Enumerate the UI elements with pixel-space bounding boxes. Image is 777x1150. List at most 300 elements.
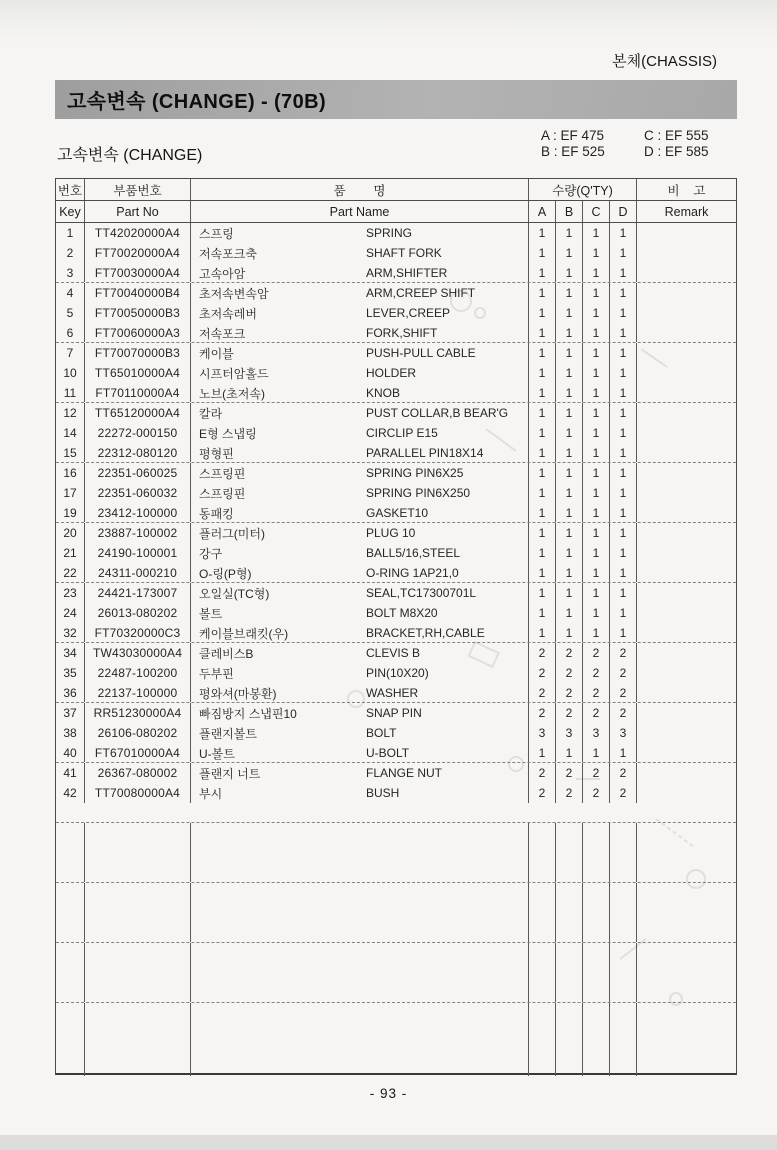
table-row [56,583,736,603]
table-row [56,383,736,403]
table-row [56,483,736,503]
row-part-name [191,763,529,783]
row-key: 38 [56,723,85,743]
row-qty-c: 1 [583,543,610,563]
part-name-korean: 평형핀 [199,446,234,461]
row-part-name [191,543,529,563]
row-qty-a: 2 [529,703,556,723]
part-name-english: PLUG 10 [366,526,416,540]
header-remark-ko: 비 고 [667,183,706,198]
row-qty-b: 1 [556,223,583,243]
table-body [56,223,736,1076]
row-remark [637,583,736,603]
row-qty-c: 1 [583,383,610,403]
row-qty-a: 2 [529,763,556,783]
row-qty-c: 1 [583,503,610,523]
row-qty-c: 1 [583,283,610,303]
row-qty-d: 2 [610,703,637,723]
part-name-english: GASKET10 [366,506,429,520]
row-qty-c: 1 [583,483,610,503]
row-part-name [191,403,529,423]
row-qty-b: 1 [556,443,583,463]
table-row [56,523,736,543]
row-qty-c: 1 [583,243,610,263]
empty-cell [191,823,529,882]
row-qty-d: 1 [610,523,637,543]
page-number: - 93 - [369,1086,408,1101]
table-row [56,443,736,463]
row-key: 5 [56,303,85,323]
empty-row-group [56,883,736,943]
empty-cell [583,1003,610,1076]
empty-cell [191,943,529,1002]
row-group [56,283,736,343]
row-qty-a: 1 [529,423,556,443]
row-part-name [191,443,529,463]
table-header [56,179,736,223]
row-part-name [191,723,529,743]
empty-table-row [56,883,736,942]
row-qty-a: 1 [529,483,556,503]
row-remark [637,703,736,723]
row-qty-c: 1 [583,403,610,423]
row-part-no: RR51230000A4 [85,703,191,723]
part-name-english: SHAFT FORK [366,246,442,260]
row-group [56,643,736,703]
part-name-english: SPRING [366,226,413,240]
empty-cell [191,883,529,942]
part-name-english: ARM,SHIFTER [366,266,448,280]
header-qty-b: B [556,201,583,222]
empty-table-row [56,1003,736,1076]
row-part-no: 23412-100000 [85,503,191,523]
row-qty-a: 1 [529,363,556,383]
row-qty-c: 3 [583,723,610,743]
row-qty-d: 1 [610,543,637,563]
row-key: 32 [56,623,85,643]
row-part-no: 22272-000150 [85,423,191,443]
row-remark [637,683,736,703]
parts-table [55,178,737,1075]
row-key: 2 [56,243,85,263]
row-key: 36 [56,683,85,703]
row-part-name [191,243,529,263]
section-title-bar [55,80,737,119]
row-qty-b: 1 [556,323,583,343]
section-title: 고속변속 (CHANGE) - (70B) [67,91,327,113]
row-part-name [191,583,529,603]
part-name-english: U-BOLT [366,746,410,760]
row-part-name [191,523,529,543]
part-name-korean: U-볼트 [199,746,235,761]
row-part-name [191,783,529,803]
empty-cell [610,823,637,882]
row-part-name [191,643,529,663]
row-qty-b: 2 [556,643,583,663]
empty-cell [610,883,637,942]
row-key: 22 [56,563,85,583]
row-part-no: TT42020000A4 [85,223,191,243]
part-name-korean: 노브(초저속) [199,386,265,401]
row-part-no: TT65120000A4 [85,403,191,423]
part-name-korean: 칼라 [199,406,223,421]
row-qty-c: 2 [583,643,610,663]
row-key: 16 [56,463,85,483]
row-remark [637,723,736,743]
row-group [56,463,736,523]
row-key: 17 [56,483,85,503]
empty-cell [556,883,583,942]
part-name-english: BOLT M8X20 [366,606,438,620]
row-qty-d: 1 [610,483,637,503]
row-part-no: 22487-100200 [85,663,191,683]
part-name-english: FORK,SHIFT [366,326,438,340]
part-name-korean: 플랜지 너트 [199,766,261,781]
row-group [56,703,736,763]
empty-row-group [56,823,736,883]
empty-cell [637,823,736,882]
empty-row-group [56,1003,736,1076]
row-part-name [191,343,529,363]
row-key: 41 [56,763,85,783]
header-part-name-en: Part Name [191,201,529,222]
header-key-en: Key [56,201,85,222]
row-remark [637,343,736,363]
part-name-english: BUSH [366,786,400,800]
row-qty-d: 3 [610,723,637,743]
row-part-no: 23887-100002 [85,523,191,543]
header-qty-a: A [529,201,556,222]
row-remark [637,423,736,443]
header-qty-d: D [610,201,637,222]
row-qty-a: 1 [529,283,556,303]
part-name-korean: 초저속레버 [199,306,257,321]
table-row [56,363,736,383]
part-name-english: PUSH-PULL CABLE [366,346,476,360]
part-name-english: BRACKET,RH,CABLE [366,626,485,640]
part-name-english: KNOB [366,386,401,400]
table-row [56,223,736,243]
part-name-english: SEAL,TC17300701L [366,586,477,600]
row-part-no: 22351-060025 [85,463,191,483]
part-name-english: PARALLEL PIN18X14 [366,446,484,460]
row-part-name [191,563,529,583]
row-part-no: FT70110000A4 [85,383,191,403]
row-remark [637,303,736,323]
row-qty-c: 1 [583,363,610,383]
row-remark [637,563,736,583]
table-row [56,743,736,763]
part-name-korean: 고속아암 [199,266,246,281]
empty-cell [85,943,191,1002]
row-qty-c: 1 [583,523,610,543]
row-part-no: TT65010000A4 [85,363,191,383]
part-name-english: SNAP PIN [366,706,422,720]
row-remark [637,243,736,263]
part-name-korean: 플러그(미터) [199,526,265,541]
row-qty-c: 2 [583,683,610,703]
row-qty-d: 1 [610,443,637,463]
row-part-no: 22137-100000 [85,683,191,703]
row-qty-d: 1 [610,503,637,523]
row-part-name [191,223,529,243]
row-remark [637,383,736,403]
row-qty-a: 1 [529,463,556,483]
part-name-english: SPRING PIN6X250 [366,486,471,500]
part-name-korean: 시프터암홀드 [199,366,269,381]
row-qty-a: 1 [529,503,556,523]
header-qty-c: C [583,201,610,222]
row-qty-d: 2 [610,663,637,683]
part-name-korean: 부시 [199,786,223,801]
empty-cell [85,883,191,942]
row-qty-d: 1 [610,403,637,423]
model-legend [541,128,709,159]
part-name-korean: 스프링핀 [199,466,246,481]
row-qty-a: 1 [529,583,556,603]
row-qty-b: 1 [556,263,583,283]
row-part-name [191,483,529,503]
row-qty-c: 2 [583,763,610,783]
empty-cell [191,1003,529,1076]
row-qty-a: 1 [529,263,556,283]
empty-cell [529,883,556,942]
row-part-no: 24421-173007 [85,583,191,603]
empty-table-row [56,823,736,882]
row-qty-b: 1 [556,743,583,763]
row-part-name [191,423,529,443]
row-qty-c: 1 [583,323,610,343]
row-qty-b: 1 [556,403,583,423]
row-remark [637,483,736,503]
row-qty-d: 1 [610,563,637,583]
legend-model-a: A : EF 475 [541,128,605,143]
legend-model-d: D : EF 585 [644,144,709,159]
row-remark [637,463,736,483]
empty-cell [637,943,736,1002]
table-row [56,263,736,283]
empty-cell [529,1003,556,1076]
row-qty-c: 1 [583,583,610,603]
row-part-no: 26367-080002 [85,763,191,783]
row-part-name [191,703,529,723]
table-row [56,563,736,583]
empty-cell [56,1003,85,1076]
row-remark [637,323,736,343]
row-qty-c: 1 [583,743,610,763]
row-qty-b: 1 [556,583,583,603]
row-qty-d: 1 [610,363,637,383]
row-qty-b: 1 [556,563,583,583]
row-qty-d: 2 [610,763,637,783]
row-qty-b: 2 [556,763,583,783]
empty-row-group [56,943,736,1003]
table-row [56,283,736,303]
row-qty-d: 1 [610,243,637,263]
header-part-no-ko: 부품번호 [85,179,191,200]
header-part-no-en: Part No [85,201,191,222]
row-key: 7 [56,343,85,363]
row-qty-b: 1 [556,343,583,363]
row-qty-b: 1 [556,283,583,303]
empty-cell [583,883,610,942]
row-qty-a: 1 [529,383,556,403]
row-qty-d: 1 [610,383,637,403]
part-name-korean: 동패킹 [199,506,234,521]
part-name-korean: 빠짐방지 스냅핀10 [199,706,297,721]
part-name-english: WASHER [366,686,419,700]
part-name-english: CLEVIS B [366,646,421,660]
table-row [56,643,736,663]
row-part-name [191,503,529,523]
row-qty-a: 2 [529,643,556,663]
row-part-no: 26106-080202 [85,723,191,743]
row-remark [637,603,736,623]
part-name-english: ARM,CREEP SHIFT [366,286,476,300]
row-part-no: FT70070000B3 [85,343,191,363]
row-qty-c: 1 [583,423,610,443]
row-qty-d: 1 [610,743,637,763]
row-remark [637,663,736,683]
row-qty-d: 1 [610,603,637,623]
row-remark [637,363,736,383]
row-qty-b: 1 [556,543,583,563]
table-row [56,683,736,703]
row-qty-a: 2 [529,663,556,683]
part-name-english: PUST COLLAR,B BEAR'G [366,406,509,420]
row-qty-c: 1 [583,623,610,643]
row-qty-a: 1 [529,243,556,263]
row-part-no: FT70050000B3 [85,303,191,323]
row-group [56,583,736,643]
part-name-korean: 플랜지볼트 [199,726,257,741]
part-name-korean: O-링(P형) [199,566,252,581]
row-qty-a: 1 [529,563,556,583]
empty-cell [56,823,85,882]
table-row [56,723,736,743]
row-qty-a: 2 [529,783,556,803]
table-row [56,303,736,323]
row-key: 23 [56,583,85,603]
row-remark [637,643,736,663]
scan-edge-top [0,0,777,44]
empty-cell [583,943,610,1002]
row-qty-b: 1 [556,503,583,523]
empty-cell [529,943,556,1002]
row-group [56,763,736,823]
row-part-no: FT70040000B4 [85,283,191,303]
row-part-no: FT70320000C3 [85,623,191,643]
row-group [56,223,736,283]
part-name-korean: 오일실(TC형) [199,586,270,601]
legend-model-c: C : EF 555 [644,128,709,143]
row-key: 20 [56,523,85,543]
row-remark [637,763,736,783]
row-key: 15 [56,443,85,463]
table-row [56,623,736,643]
row-part-name [191,363,529,383]
row-part-no: 24190-100001 [85,543,191,563]
row-qty-d: 2 [610,643,637,663]
row-key: 21 [56,543,85,563]
row-key: 24 [56,603,85,623]
row-qty-d: 1 [610,343,637,363]
part-name-korean: E형 스냅링 [199,426,257,441]
empty-table-row [56,943,736,1002]
row-qty-c: 1 [583,603,610,623]
empty-cell [85,823,191,882]
empty-cell [637,1003,736,1076]
part-name-english: HOLDER [366,366,417,380]
row-part-no: TW43030000A4 [85,643,191,663]
row-qty-b: 1 [556,623,583,643]
row-part-no: TT70080000A4 [85,783,191,803]
empty-cell [556,823,583,882]
row-qty-c: 2 [583,663,610,683]
legend-model-b: B : EF 525 [541,144,605,159]
row-key: 11 [56,383,85,403]
empty-cell [85,1003,191,1076]
row-qty-a: 1 [529,323,556,343]
row-key: 40 [56,743,85,763]
row-key: 19 [56,503,85,523]
row-qty-a: 2 [529,683,556,703]
row-part-name [191,663,529,683]
empty-cell [610,943,637,1002]
row-part-no: 22351-060032 [85,483,191,503]
table-row [56,763,736,783]
row-part-no: FT70060000A3 [85,323,191,343]
row-part-name [191,623,529,643]
part-name-english: LEVER,CREEP [366,306,451,320]
row-qty-d: 1 [610,283,637,303]
row-key: 6 [56,323,85,343]
row-part-no: 22312-080120 [85,443,191,463]
table-row [56,703,736,723]
row-part-no: FT70020000A4 [85,243,191,263]
part-name-korean: 초저속변속암 [199,286,269,301]
row-qty-a: 1 [529,403,556,423]
row-key: 12 [56,403,85,423]
row-part-no: FT70030000A4 [85,263,191,283]
row-qty-a: 1 [529,623,556,643]
row-qty-d: 1 [610,423,637,443]
row-remark [637,783,736,803]
empty-cell [610,1003,637,1076]
empty-cell [556,1003,583,1076]
row-qty-d: 2 [610,683,637,703]
row-qty-b: 1 [556,383,583,403]
row-part-name [191,303,529,323]
chassis-corner-label: 본체(CHASSIS) [612,53,717,70]
row-key: 34 [56,643,85,663]
row-qty-d: 1 [610,223,637,243]
row-group [56,523,736,583]
row-qty-d: 1 [610,263,637,283]
row-key: 1 [56,223,85,243]
header-part-name-ko: 품 명 [191,179,529,200]
empty-cell [56,883,85,942]
part-name-english: FLANGE NUT [366,766,443,780]
row-key: 14 [56,423,85,443]
row-qty-b: 1 [556,603,583,623]
row-part-name [191,383,529,403]
row-key: 10 [56,363,85,383]
table-row [56,463,736,483]
row-qty-c: 1 [583,223,610,243]
row-key: 37 [56,703,85,723]
row-remark [637,283,736,303]
